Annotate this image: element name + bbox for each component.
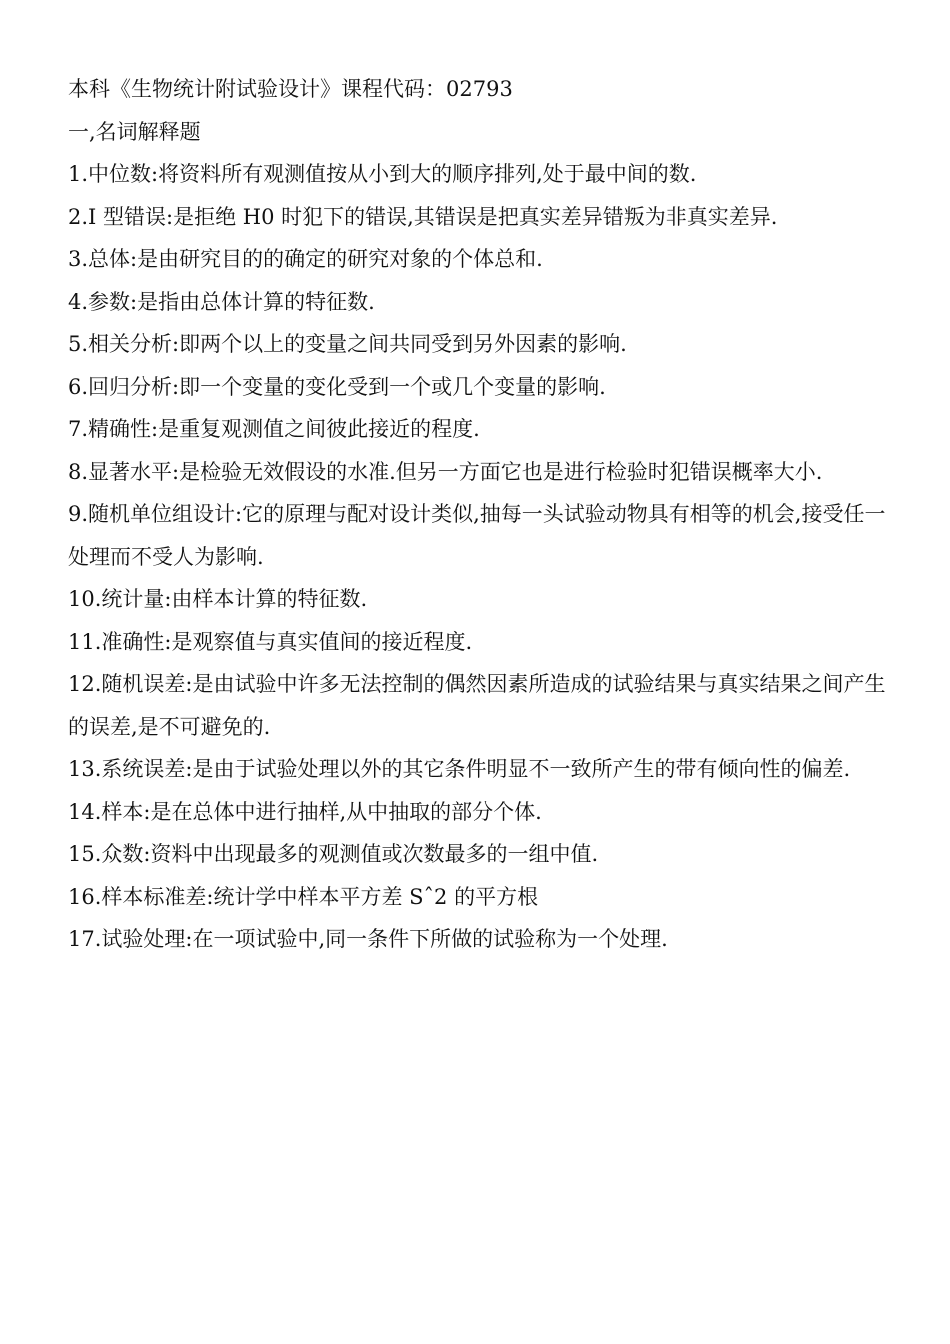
definition-item-8: 8.显著水平:是检验无效假设的水准.但另一方面它也是进行检验时犯错误概率大小. xyxy=(68,459,823,484)
document-page xyxy=(68,68,890,961)
definition-item-2: 2.I 型错误:是拒绝 H0 时犯下的错误,其错误是把真实差异错叛为非真实差异. xyxy=(68,204,778,229)
definition-item-5: 5.相关分析:即两个以上的变量之间共同受到另外因素的影响. xyxy=(68,332,627,356)
definition-item-1: 1.中位数:将资料所有观测值按从小到大的顺序排列,处于最中间的数. xyxy=(68,162,697,186)
definition-item-14: 14.样本:是在总体中进行抽样,从中抽取的部分个体. xyxy=(68,799,542,824)
definition-item-17: 17.试验处理:在一项试验中,同一条件下所做的试验称为一个处理. xyxy=(68,927,668,951)
definition-item-6: 6.回归分析:即一个变量的变化受到一个或几个变量的影响. xyxy=(68,374,606,399)
section-heading: 一,名词解释题 xyxy=(68,119,201,144)
definition-item-12: 12.随机误差:是由试验中许多无法控制的偶然因素所造成的试验结果与真实结果之间产生的误差,是不可避免的. xyxy=(68,672,886,739)
definition-item-3: 3.总体:是由研究目的的确定的研究对象的个体总和. xyxy=(68,247,543,271)
definition-item-15: 15.众数:资料中出现最多的观测值或次数最多的一组中值. xyxy=(68,842,599,866)
definition-item-10: 10.统计量:由样本计算的特征数. xyxy=(68,587,368,611)
definition-item-13: 13.系统误差:是由于试验处理以外的其它条件明显不一致所产生的带有倾向性的偏差. xyxy=(68,757,851,781)
definition-item-9: 9.随机单位组设计:它的原理与配对设计类似,抽每一头试验动物具有相等的机会,接受任一处理而不受人为影响. xyxy=(68,502,886,569)
definition-item-4: 4.参数:是指由总体计算的特征数. xyxy=(68,289,375,314)
document-title: 本科《生物统计附试验设计》课程代码：02793 xyxy=(68,77,513,101)
definition-item-7: 7.精确性:是重复观测值之间彼此接近的程度. xyxy=(68,417,480,441)
definition-item-11: 11.准确性:是观察值与真实值间的接近程度. xyxy=(68,629,473,654)
definition-item-16: 16.样本标准差:统计学中样本平方差 Sˆ2 的平方根 xyxy=(68,884,539,909)
